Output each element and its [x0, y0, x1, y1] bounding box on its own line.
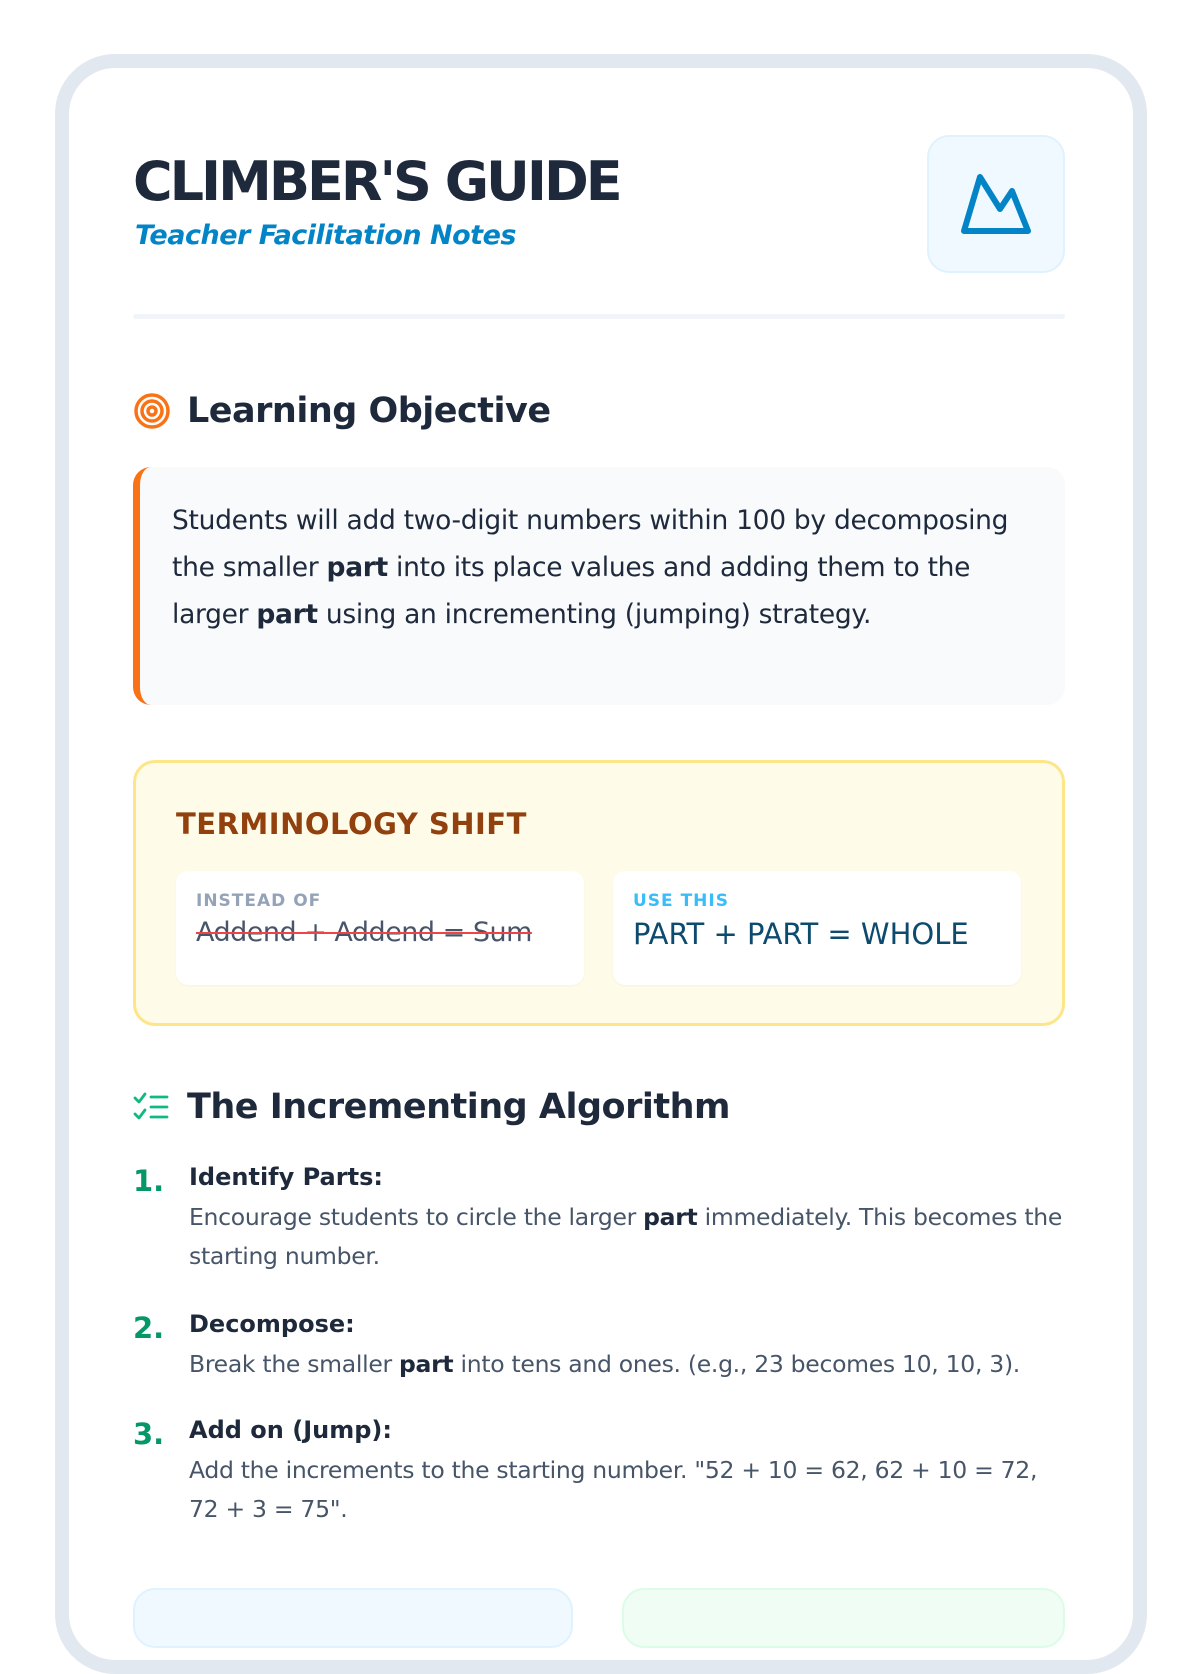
algorithm-heading-row: [133, 1087, 730, 1127]
step-description: [189, 1198, 1065, 1276]
step-item: [133, 1307, 1065, 1413]
objective-text-2: into its place values and adding them to the larger: [172, 552, 971, 630]
step-title: Identify Parts:: [189, 1163, 383, 1191]
algorithm-steps: [133, 1160, 1065, 1529]
step-desc-text: Encourage students to circle the larger: [189, 1203, 644, 1231]
step-desc-text: immediately. This becomes the starting number.: [189, 1203, 1063, 1270]
header-divider: [133, 314, 1065, 319]
page-subtitle: Teacher Facilitation Notes: [135, 220, 516, 251]
target-icon: [133, 391, 173, 431]
objective-bold-part-1: part: [326, 552, 388, 583]
bottom-card-left: [133, 1588, 573, 1648]
step-title: Decompose:: [189, 1310, 355, 1338]
objective-heading: Learning Objective: [187, 391, 551, 431]
step-title: Add on (Jump):: [189, 1416, 392, 1444]
mountain-icon: [958, 169, 1034, 239]
bottom-card-right: [622, 1588, 1065, 1648]
step-desc-bold: part: [399, 1350, 454, 1378]
step-desc-text: into tens and ones. (e.g., 23 becomes 10, 10, 3).: [453, 1350, 1020, 1378]
step-item: [133, 1160, 1065, 1307]
header: [133, 130, 1065, 270]
checklist-icon: [133, 1087, 173, 1127]
algorithm-heading: The Incrementing Algorithm: [187, 1087, 730, 1127]
step-desc-bold: part: [643, 1203, 698, 1231]
instead-of-card: [176, 871, 584, 985]
objective-text-3: using an incrementing (jumping) strategy.: [317, 599, 872, 630]
step-number: 1.: [133, 1164, 165, 1198]
page-title: CLIMBER'S GUIDE: [133, 150, 620, 213]
terminology-box: [133, 760, 1065, 1026]
objective-box: [133, 467, 1065, 705]
use-this-label: USE THIS: [633, 891, 729, 911]
objective-heading-row: [133, 391, 551, 431]
step-item: [133, 1413, 1065, 1529]
use-this-card: [613, 871, 1021, 985]
step-desc-text: Break the smaller: [189, 1350, 400, 1378]
instead-of-label: INSTEAD OF: [196, 891, 322, 911]
instead-of-value: Addend + Addend = Sum: [196, 917, 532, 948]
step-description: [189, 1345, 1065, 1384]
step-description: Add the increments to the starting number. "52 + 10 = 62, 62 + 10 = 72, 72 + 3 = 75".: [189, 1456, 1038, 1523]
use-this-value: PART + PART = WHOLE: [633, 917, 969, 951]
objective-text-1: Students will add two-digit numbers within 100 by decomposing the smaller: [172, 505, 1009, 583]
terminology-heading: TERMINOLOGY SHIFT: [176, 807, 527, 841]
step-number: 2.: [133, 1311, 165, 1345]
objective-bold-part-2: part: [256, 599, 318, 630]
logo-box: [927, 135, 1065, 273]
step-number: 3.: [133, 1417, 165, 1451]
